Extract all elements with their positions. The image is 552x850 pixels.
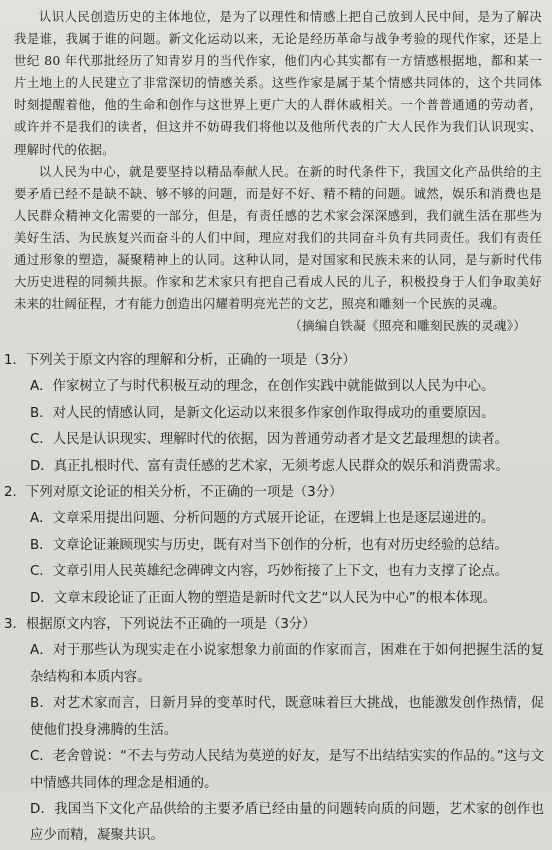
question-list — [4, 348, 544, 850]
passage-paragraph-2: 以人民为中心，就是要坚持以精品奉献人民。在新的时代条件下，我国文化产品供给的主要矛盾已经不是缺不缺、够不够的问题，而是好不好、精不精的问题。诚然，娱乐和消费也是人民群众精神文化需要的一部分，但是，有责任感的艺术家会深深感到，我们就生活在那些为美好生活、为民族复兴而奋斗的人们中间，理应对我们的共同奋斗负有共同责任。我们有责任通过形象的塑造，凝聚精神上的认同。这种认同，是对国家和民族未来的认同，是与新时代伟大历史进程的同频共振。作家和艺术家只有把自己看成人民的儿子，积极投身于人们争取美好未来的壮阔征程，才有能力创造出闪耀着明亮光芒的文艺，照亮和雕刻一个民族的灵魂。 — [14, 163, 542, 312]
option-c: C．人民是认识现实、理解时代的依据，因为普通劳动者才是文艺最理想的读者。 — [30, 432, 509, 448]
option-b: B．文章论证兼顾现实与历史，既有对当下创作的分析，也有对历史经验的总结。 — [30, 537, 508, 553]
passage-paragraph-1: 认识人民创造历史的主体地位，是为了以理性和情感上把自己放到人民中间，是为了解决我是谁，我属于谁的问题。新文化运动以来，无论是经历革命与战争考验的现代作家，还是上世纪 80 年代那批经历了知青岁月的当代作家，他们内心其实都有一方情感根据地，都和某一片土地上的人民建立了非常深切的情感关系。这些作家是属于某个情感共同体的，这个共同体时刻提醒着他，他的生命和创作与这世界上更广大的人群休戚相关。一个普普通通的劳动者，或许并不是我们的读者，但这并不妨碍我们将他以及他所代表的广大人民作为我们认识现实、理解时代的依据。 — [14, 9, 542, 157]
question-stem: 2．下列对原文论证的相关分析，不正确的一项是（3分） — [4, 485, 343, 501]
question-3 — [4, 612, 544, 850]
passage-source: （摘编自铁凝《照亮和雕刻民族的灵魂》） — [289, 318, 526, 334]
option-a: A．文章采用提出问题、分析问题的方式展开论证，在逻辑上也是逐层递进的。 — [30, 511, 495, 527]
reading-passage — [14, 6, 542, 337]
option-c: C．老舍曾说：“不去与劳动人民结为莫逆的好友，是写不出结结实实的作品的。”这与文中情感共同体的理念是相通的。 — [30, 749, 544, 791]
option-c: C．文章引用人民英雄纪念碑碑文内容，巧妙衔接了上下文，也有力支撑了论点。 — [30, 564, 509, 580]
option-b: B．对艺术家而言，日新月异的变革时代，既意味着巨大挑战，也能激发创作热情，促使他们投身沸腾的生活。 — [30, 696, 544, 738]
option-b: B．对人民的情感认同，是新文化运动以来很多作家创作取得成功的重要原因。 — [30, 405, 495, 421]
option-d: D．文章末段论证了正面人物的塑造是新时代文艺“以人民为中心”的根本体现。 — [30, 590, 497, 606]
option-d: D．我国当下文化产品供给的主要矛盾已经由量的问题转向质的问题，艺术家的创作也应少而精，凝聚共识。 — [30, 801, 544, 844]
option-d: D．真正扎根时代、富有责任感的艺术家，无须考虑人民群众的娱乐和消费需求。 — [30, 458, 509, 474]
question-stem: 3．根据原文内容，下列说法不正确的一项是（3分） — [4, 617, 316, 633]
question-1 — [4, 348, 544, 480]
option-a: A．对于那些认为现实走在小说家想象力前面的作家而言，困难在于如何把握生活的复杂结构和本质内容。 — [30, 643, 544, 685]
question-2 — [4, 480, 544, 612]
question-stem: 1．下列关于原文内容的理解和分析，正确的一项是（3分） — [4, 353, 356, 368]
option-a: A．作家树立了与时代积极互动的理念，在创作实践中就能做到以人民为中心。 — [30, 379, 495, 395]
